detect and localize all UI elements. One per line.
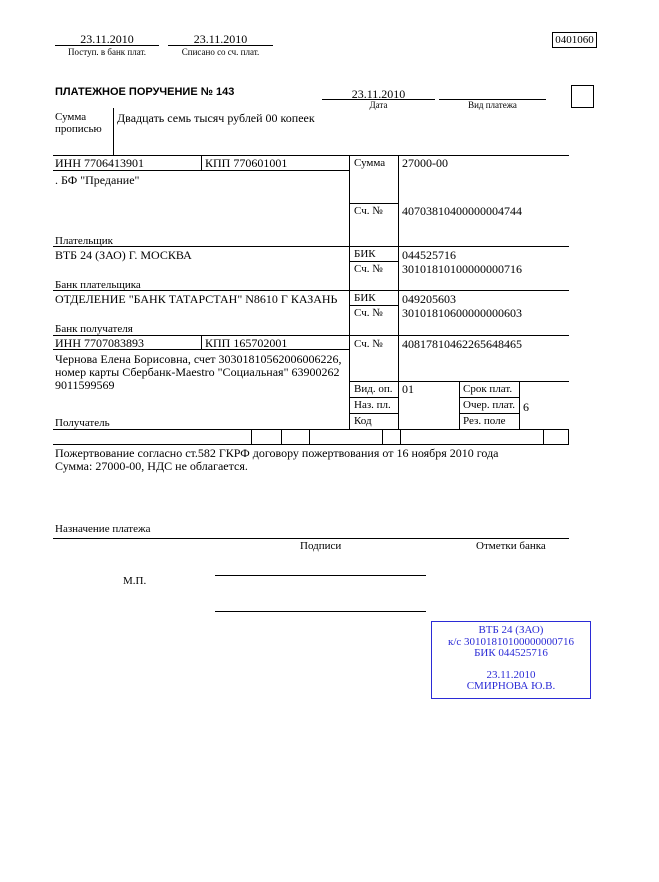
payee-account-label: Сч. № [354,338,383,350]
grid-line [53,444,569,445]
stamp-line-3: БИК 044525716 [474,647,548,659]
payer-name: . БФ "Предание" [55,173,140,187]
stamp-line-1: ВТБ 24 (ЗАО) [478,624,544,636]
signature-line-2 [215,611,426,612]
page-title: ПЛАТЕЖНОЕ ПОРУЧЕНИЕ № 143 [55,86,235,98]
order-date-label: Дата [369,100,388,110]
payer-inn: ИНН 7706413901 [55,156,144,170]
payee-bank-name: ОТДЕЛЕНИЕ "БАНК ТАТАРСТАН" N8610 Г КАЗАНЬ [55,292,338,306]
payee-name-line1: Чернова Елена Борисовна, счет 30301810562006006226, [55,352,342,366]
signatures-label: Подписи [300,540,342,552]
grid-line [309,429,310,444]
payer-bank-name: ВТБ 24 (ЗАО) Г. МОСКВА [55,248,192,262]
payer-account: 40703810400000004744 [402,204,522,218]
grid-line [53,170,349,171]
purpose-bottom-line [53,538,569,539]
amount-label: Сумма [354,157,386,169]
grid-line [519,381,520,429]
amount-words-label-1: Сумма [55,111,87,123]
grid-line [349,261,398,262]
payer-bank-account-label: Сч. № [354,263,383,275]
received-date: 23.11.2010 [80,32,134,46]
grid-line [349,397,398,398]
grid-line [382,429,383,444]
grid-line [349,203,398,204]
grid-line [53,246,569,247]
grid-line [201,335,202,350]
grid-line [459,381,460,429]
payee-name-line2: номер карты Сбербанк-Maestro "Социальная" 63900262 [55,365,340,379]
grid-line [201,155,202,171]
payer-bank-label: Банк плательщика [55,279,141,291]
grid-line [568,429,569,444]
debited-date-line [168,45,273,46]
grid-line [349,305,398,306]
grid-line [251,429,252,444]
grid-line [349,155,350,429]
status-box [571,85,594,108]
payer-bank-bik-label: БИК [354,248,376,260]
signature-line-1 [215,575,426,576]
payee-name-line3: 9011599569 [55,378,115,392]
payee-bank-bik-label: БИК [354,292,376,304]
payer-bank-bik: 044525716 [402,248,456,262]
purpose-line1: Пожертвование согласно ст.582 ГКРФ договору пожертвования от 16 ноября 2010 года [55,446,499,460]
purpose-label: Назначение платежа [55,523,151,535]
purpose-code-label: Наз. пл. [354,399,391,411]
form-code: 0401060 [552,32,597,48]
bank-stamp [431,621,591,699]
stamp-line-4: 23.11.2010 [486,668,536,681]
grid-line [398,155,399,429]
debited-date: 23.11.2010 [193,32,248,46]
received-date-label: Поступ. в банк плат. [68,47,146,57]
payee-account: 40817810462265648465 [402,337,522,351]
payment-type-label: Вид платежа [468,100,517,110]
priority-label: Очер. плат. [463,399,516,411]
payee-kpp: КПП 165702001 [205,336,288,350]
purpose-line2: Сумма: 27000-00, НДС не облагается. [55,459,248,473]
term-label: Срок плат. [463,383,513,395]
amount-value: 27000-00 [402,156,448,170]
grid-line [53,429,569,430]
priority-value: 6 [523,400,529,414]
stamp-line-5: СМИРНОВА Ю.В. [466,680,556,692]
grid-line [400,429,401,444]
debited-date-label: Списано со сч. плат. [181,47,260,57]
payee-bank-account-label: Сч. № [354,307,383,319]
payee-bank-bik: 049205603 [402,292,456,306]
payee-inn: ИНН 7707083893 [55,336,144,350]
payer-account-label: Сч. № [354,205,383,217]
payer-label: Плательщик [55,235,113,247]
received-date-line [55,45,159,46]
payer-kpp: КПП 770601001 [205,156,288,170]
grid-line [543,429,544,444]
seal-label: М.П. [123,575,147,587]
payee-bank-label: Банк получателя [55,323,133,335]
grid-line [281,429,282,444]
payer-bank-account: 30101810100000000716 [402,262,522,276]
amount-words-label-2: прописью [55,123,102,135]
bank-marks-label: Отметки банка [476,540,546,552]
amount-words-text: Двадцать семь тысяч рублей 00 копеек [117,111,315,125]
grid-line [459,413,519,414]
grid-line [459,397,519,398]
stamp-line-2: к/с 30101810100000000716 [447,635,575,648]
code-label: Код [354,415,372,427]
payee-bank-account: 30101810600000000603 [402,306,522,320]
op-type-value: 01 [402,382,414,396]
op-type-label: Вид. оп. [354,383,393,395]
grid-line [349,413,398,414]
payee-label: Получатель [55,417,110,429]
amount-words-divider [113,108,114,155]
order-date: 23.11.2010 [351,87,406,101]
reserve-label: Рез. поле [463,415,506,427]
